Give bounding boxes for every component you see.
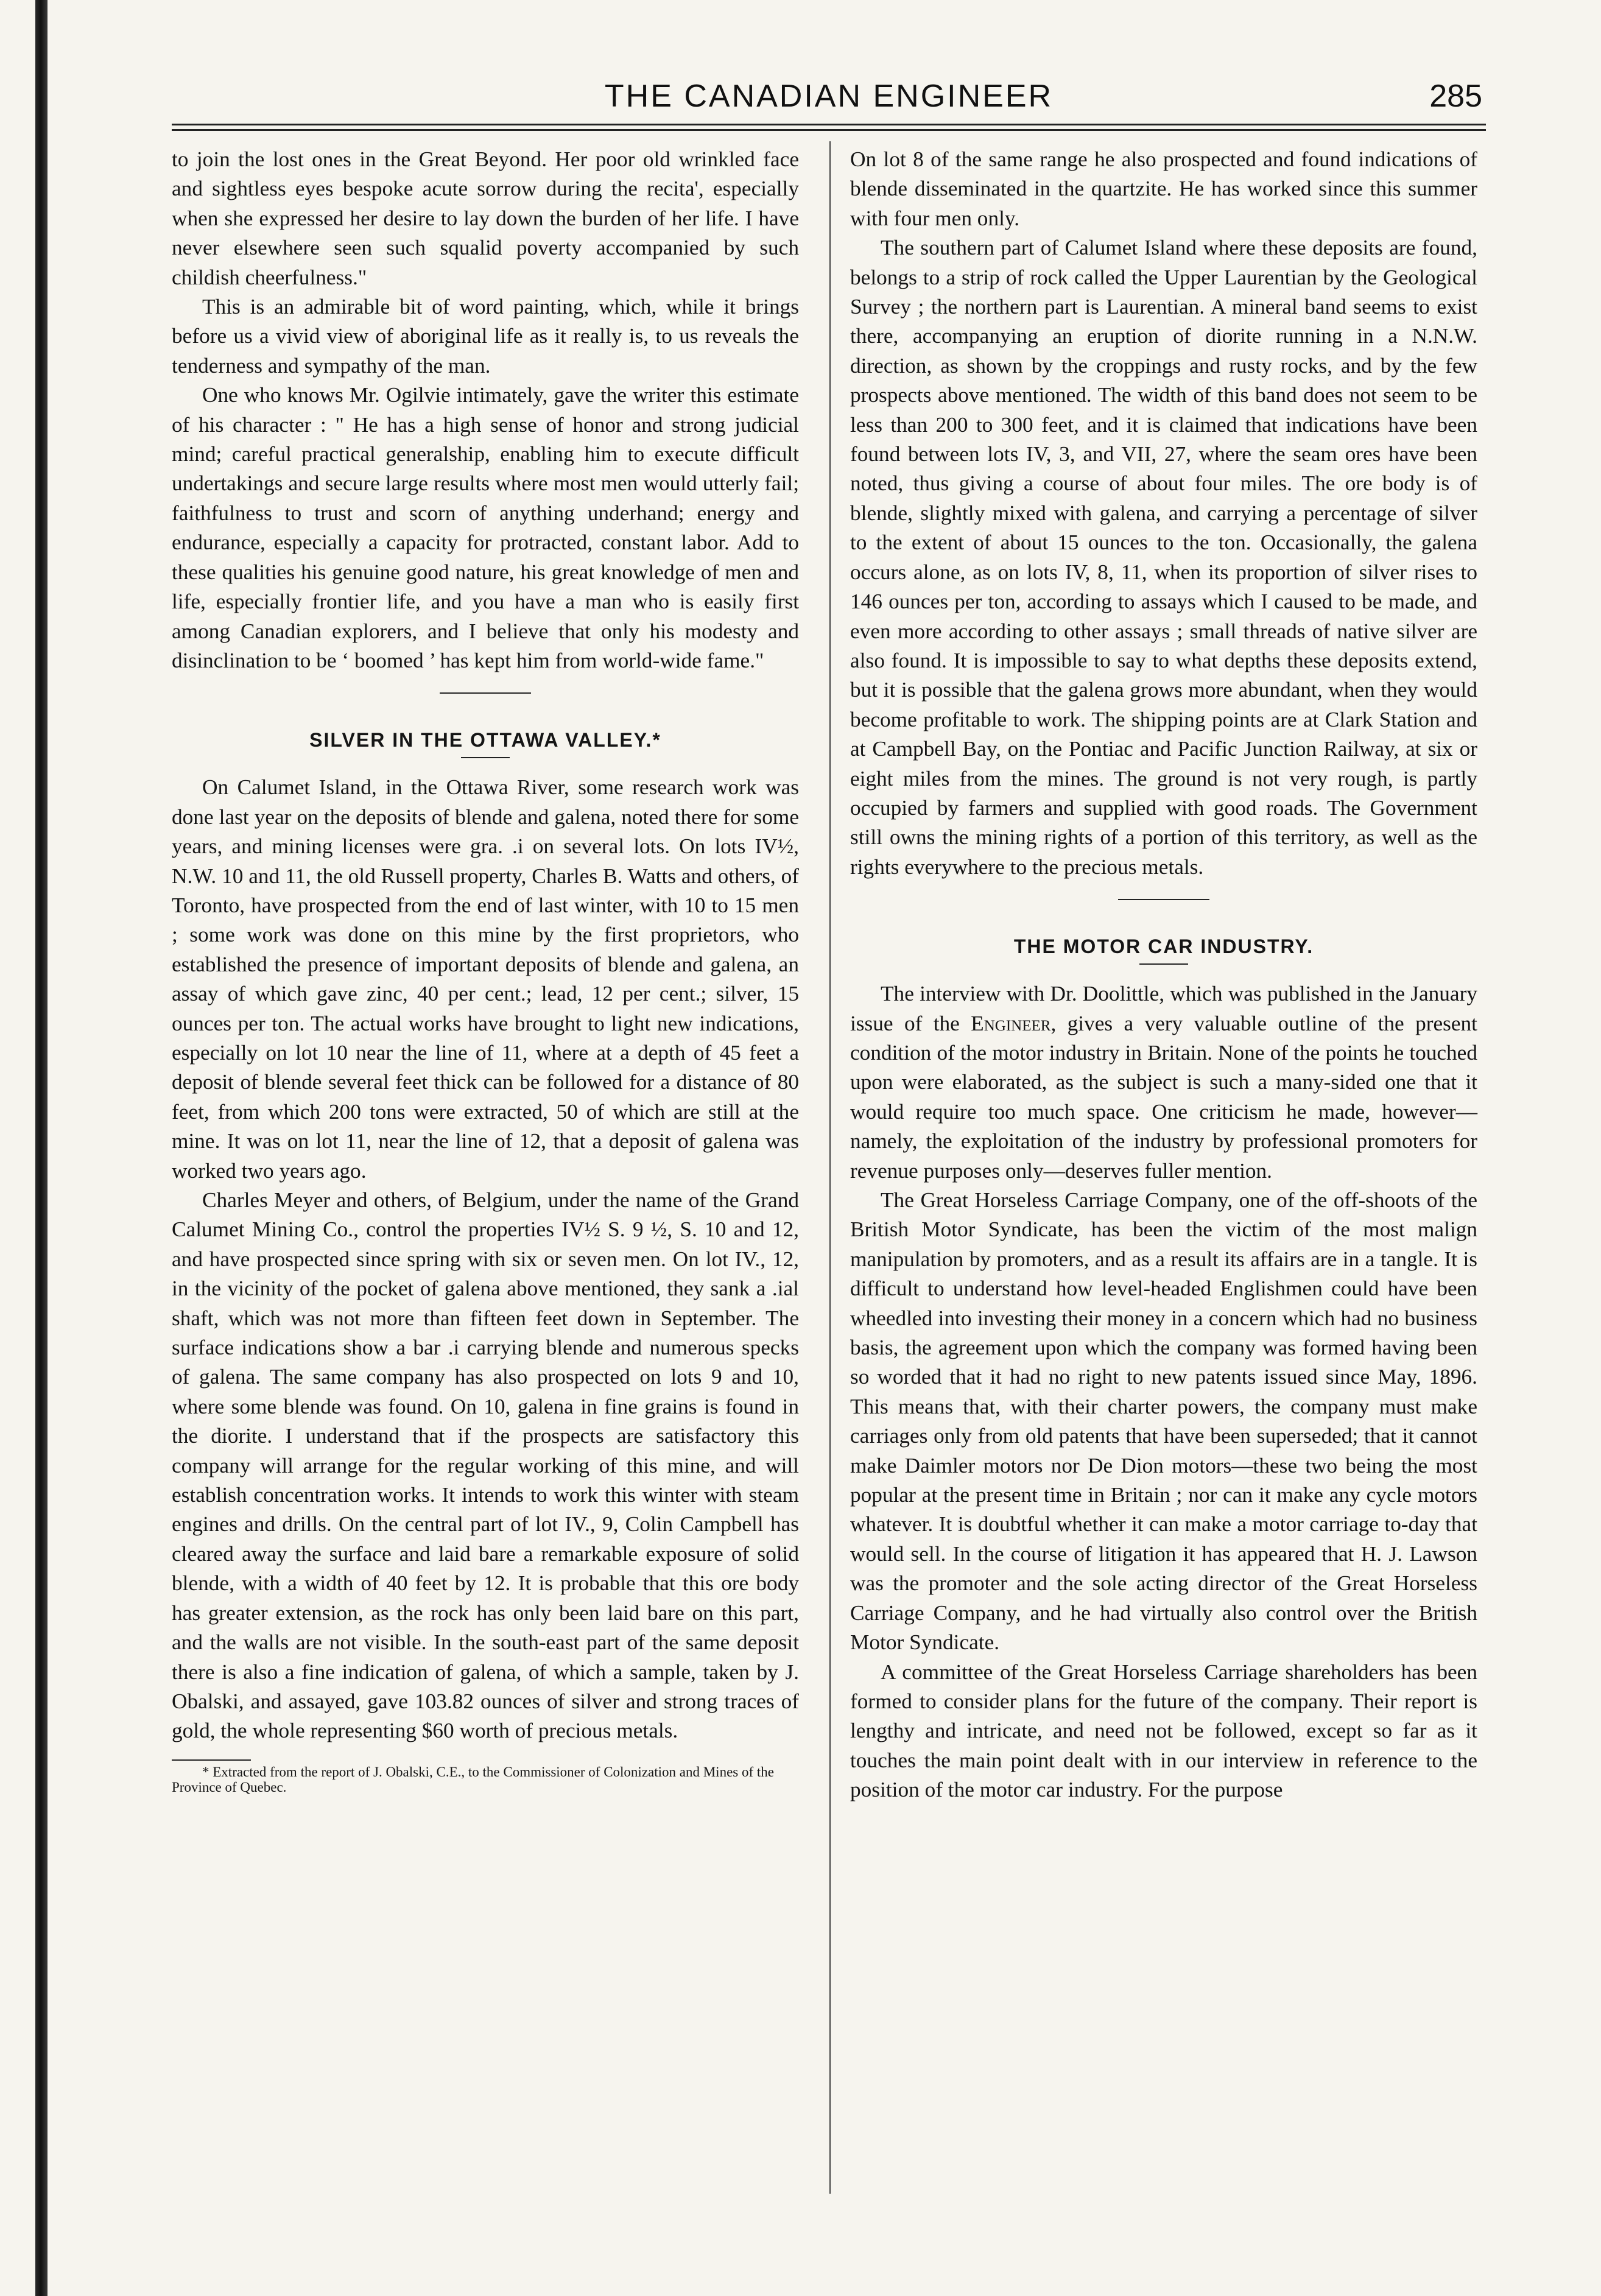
right-column xyxy=(850,145,1477,1805)
left-column xyxy=(172,145,799,1795)
paragraph xyxy=(850,979,1477,1186)
publication-name: Engineer xyxy=(971,1011,1051,1035)
paragraph: A committee of the Great Horseless Carriage shareholders has been formed to consider plans for the future of the company. Their report is lengthy and intricate, and need not be followed, except so far as it touches the main point dealt with in our interview in reference to the position of the motor car industry. For the purpose xyxy=(850,1660,1477,1802)
footnote: * Extracted from the report of J. Obalski, C.E., to the Commissioner of Colonization and Mines of the Province of Quebec. xyxy=(172,1764,774,1795)
silver-heading: SILVER IN THE OTTAWA VALLEY.* xyxy=(309,729,661,752)
running-title: THE CANADIAN ENGINEER xyxy=(604,79,1054,114)
paragraph: On Calumet Island, in the Ottawa River, some research work was done last year on the deposits of blende and galena, noted there for some years, and mining licenses were gra. .i on several lots. On lots IV½, N.W. 10 and 11, the old Russell property, Charles B. Watts and others, of Toronto, have prospected from the end of last winter, with 10 to 15 men ; some work was done on this mine by the first proprietors, who established the presence of important deposits of blende and galena, an assay of which gave zinc, 40 per cent.; lead, 12 per cent.; silver, 15 ounces per ton. The actual works have brought to light new indications, especially on lot 10 near the line of 11, where at a depth of 45 feet a deposit of blende several feet thick can be followed for a distance of 80 feet, from which 200 tons were extracted, 50 of which are still at the mine. It was on lot 11, near the line of 12, that a deposit of galena was worked two years ago. xyxy=(172,775,799,1183)
motor-heading-block xyxy=(850,934,1477,965)
heading-rule xyxy=(461,757,510,758)
motor-heading: THE MOTOR CAR INDUSTRY. xyxy=(1013,935,1314,958)
text-run: The interview with Dr. Doolittle, which was published in the January issue of the xyxy=(850,982,1477,1035)
paragraph: This is an admirable bit of word painting, which, while it brings before us a vivid view of aboriginal life as it really is, to us reveals the tenderness and sympathy of the man. xyxy=(172,295,799,378)
heading-rule xyxy=(1139,963,1188,965)
footnote-rule xyxy=(172,1759,251,1761)
paragraph: One who knows Mr. Ogilvie intimately, gave the writer this estimate of his character : " He has a high sense of honor and strong judicial mind; careful practical generalship, enabling him to execute difficult undertakings and secure large results where most men would utterly fail; faithfulness to trust and scorn of anything underhand; energy and endurance, especially a capacity for protracted, constant labor. Add to these qualities his genuine good nature, his great knowledge of men and life, especially frontier life, and you have a man who is easily first among Canadian explorers, and I believe that only his modesty and disinclination to be ‘ boomed ’ has kept him from world-wide fame." xyxy=(172,383,799,672)
text-run: , gives a very valuable outline of the present condition of the motor industry in Britain. None of the points he touched upon were elaborated, as the subject is such a many-sided one that it would require too much space. One criticism he made, however—namely, the exploitation of the industry by professional promoters for revenue purposes only—deserves fuller mention. xyxy=(850,1011,1477,1183)
paragraph: to join the lost ones in the Great Beyond. Her poor old wrinkled face and sightless eyes bespoke acute sorrow during the recita', especially when she expressed her desire to lay down the burden of her life. I have never elsewhere seen such squalid poverty accompanied by such childish cheerfulness." xyxy=(172,147,799,289)
section-rule xyxy=(1118,899,1209,900)
section-rule xyxy=(440,692,531,694)
paragraph: Charles Meyer and others, of Belgium, under the name of the Grand Calumet Mining Co., control the properties IV½ S. 9 ½, S. 10 and 12, and have prospected since spring with six or seven men. On lot IV., 12, in the vicinity of the pocket of galena above mentioned, they sank a .ial shaft, which was not more than fifteen feet down in September. The surface indications show a bar .i carrying blende and numerous specks of galena. The same company has also prospected on lots 9 and 10, where some blende was found. On 10, galena in fine grains is found in the diorite. I understand that if the prospects are satisfactory this company will arrange for the regular working of this mine, and will establish concentration works. It intends to work this winter with steam engines and drills. On the central part of lot IV., 9, Colin Campbell has cleared away the surface and laid bare a remarkable exposure of solid blende, with a width of 40 feet by 12. It is probable that this ore body has greater extension, as the rock has only been laid bare on this part, and the walls are not visible. In the south-east part of the same deposit there is also a fine indication of galena, of which a sample, taken by J. Obalski, and assayed, gave 103.82 ounces of silver and strong traces of gold, the whole representing $60 worth of precious metals. xyxy=(172,1188,799,1743)
paragraph: The southern part of Calumet Island where these deposits are found, belongs to a strip of rock called the Upper Laurentian by the Geological Survey ; the northern part is Laurentian. A mineral band seems to exist there, accompanying an eruption of diorite running in a N.N.W. direction, as shown by the croppings and rusty rocks, and by the few prospects above mentioned. The width of this band does not seem to be less than 200 to 300 feet, and it is claimed that indications have been found between lots IV, 3, and VII, 27, where the seam ores have been noted, thus giving a course of about four miles. The ore body is of blende, slightly mixed with galena, and carrying a percentage of silver to the extent of about 15 ounces to the ton. Occasionally, the galena occurs alone, as on lots IV, 8, 11, when its proportion of silver rises to 146 ounces per ton, according to assays which I caused to be made, and even more according to other assays ; small threads of native silver are also found. It is impossible to say to what depths these deposits extend, but it is possible that the galena grows more abundant, when they would become profitable to work. The shipping points are at Clark Station and at Campbell Bay, on the Pontiac and Pacific Junction Railway, at six or eight miles from the mines. The ground is not very rough, is partly occupied by farmers and supplied with good roads. The Government still owns the mining rights of a portion of this territory, as well as the rights everywhere to the precious metals. xyxy=(850,236,1477,879)
binding-edge xyxy=(35,0,48,2296)
paragraph: The Great Horseless Carriage Company, one of the off-shoots of the British Motor Syndicate, has been the victim of the most malign manipulation by promoters, and as a result its affairs are in a tangle. It is difficult to understand how level-headed Englishmen could have been wheedled into investing their money in a concern which had no business basis, the agreement upon which the company was formed having been so worded that it had no right to new patents issued since May, 1896. This means that, with their charter powers, the company must make carriages only from old patents that have been superseded; that it cannot make Daimler motors nor De Dion motors—these two being the most popular at the present time in Britain ; nor can it make any cycle motors whatever. It is doubtful whether it can make a motor carriage to-day that would sell. In the course of litigation it has appeared that H. J. Lawson was the promoter and the sole acting director of the Great Horseless Carriage Company, and he had virtually also control over the British Motor Syndicate. xyxy=(850,1188,1477,1655)
page-number: 285 xyxy=(1429,79,1482,114)
header-rule xyxy=(172,124,1486,131)
page-header xyxy=(172,73,1486,122)
column-divider xyxy=(829,141,831,2194)
paragraph: On lot 8 of the same range he also prospected and found indications of blende disseminated in the quartzite. He has worked since this summer with four men only. xyxy=(850,147,1477,230)
silver-heading-block xyxy=(172,728,799,758)
